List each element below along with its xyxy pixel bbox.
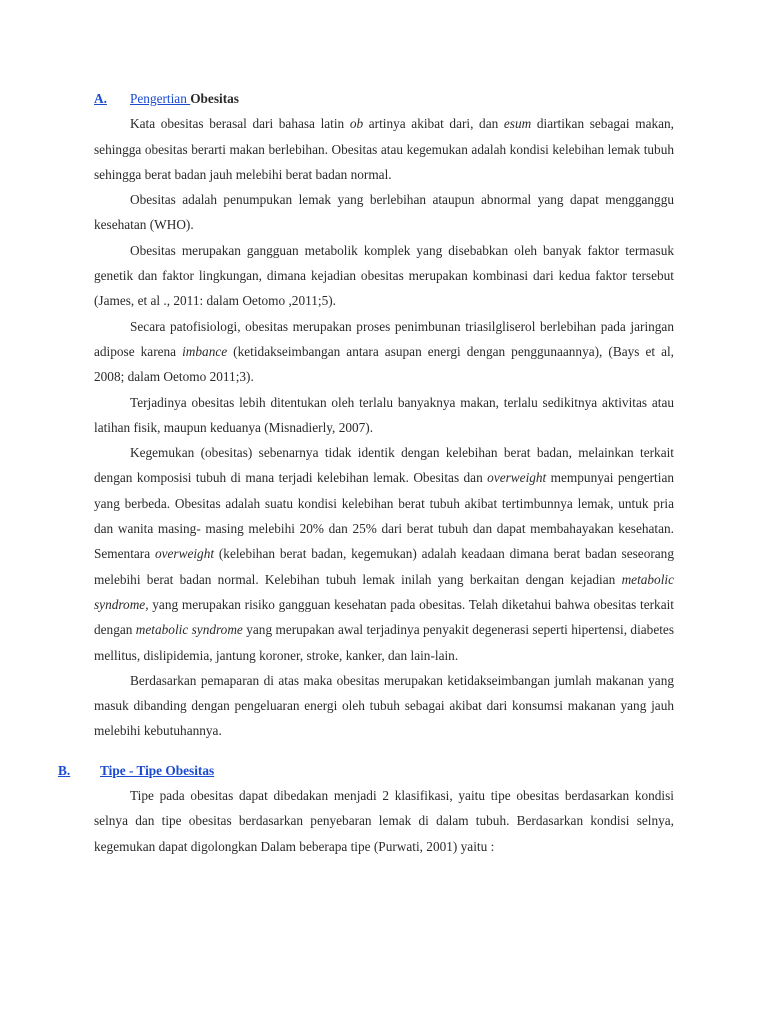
italic-term: imbance: [182, 343, 228, 359]
paragraph: Obesitas adalah penumpukan lemak yang berlebihan ataupun abnormal yang dapat mengganggu kesehatan (WHO).: [94, 192, 674, 233]
section-a-body: [94, 111, 674, 743]
paragraph: Berdasarkan pemaparan di atas maka obesitas merupakan ketidakseimbangan jumlah makanan yang masuk dibanding dengan pengeluaran energi oleh tubuh sebagai akibat dari konsumsi makanan yang jauh melebihi kebutuhannya.: [94, 672, 674, 739]
section-number: B.: [58, 762, 71, 778]
paragraph: Terjadinya obesitas lebih ditentukan oleh terlalu banyaknya makan, terlalu sedikitnya aktivitas atau latihan fisik, maupun keduanya (Misnadierly, 2007).: [94, 394, 674, 435]
italic-term: metabolic syndrome: [135, 622, 243, 638]
section-title-part1: Tipe - Tipe Obesitas: [100, 762, 215, 778]
paragraph: Kegemukan (obesitas) sebenarnya tidak identik dengan kelebihan berat badan, melainkan terkait dengan komposisi tubuh di mana terjadi kelebihan lemak. Obesitas dan overweight mempunyai pengertian yang berbeda. Obesitas adalah suatu kondisi kelebihan berat tubuh akibat tertimbunnya lemak, untuk pria dan wanita masing- masing melebihi 20% dan 25% dari berat tubuh dan dapat membahayakan kesehatan. Sementara overweight (kelebihan berat badan, kegemukan) adalah keadaan dimana berat badan seseorang melebihi berat badan normal. Kelebihan tubuh lemak inilah yang berkaitan dengan kejadian metabolic syndrome, yang merupakan risiko gangguan kesehatan pada obesitas. Telah diketahui bahwa obesitas terkait dengan metabolic syndrome yang merupakan awal terjadinya penyakit degenerasi seperti hipertensi, diabetes mellitus, dislipidemia, jantung koroner, stroke, kanker, dan lain-lain.: [94, 445, 674, 663]
section-heading-a: [94, 86, 674, 111]
italic-term: overweight: [487, 470, 547, 486]
italic-term: esum: [503, 116, 532, 132]
paragraph: Tipe pada obesitas dapat dibedakan menjadi 2 klasifikasi, yaitu tipe obesitas berdasarkan kondisi selnya dan tipe obesitas berdasarkan penyebaran lemak di dalam tubuh. Berdasarkan kondisi selnya, kegemukan dapat digolongkan Dalam beberapa tipe (Purwati, 2001) yaitu :: [94, 788, 674, 854]
section-b-body: [94, 783, 674, 859]
section-number: A.: [94, 91, 107, 106]
document-body: [58, 86, 674, 859]
paragraph: Secara patofisiologi, obesitas merupakan proses penimbunan triasilgliserol berlebihan pada jaringan adipose karena imbance (ketidakseimbangan antara asupan energi dengan penggunaannya), (Bays et al, 2008; dalam Oetomo 2011;3).: [94, 318, 674, 385]
section-heading-b: [58, 758, 674, 783]
paragraph: Obesitas merupakan gangguan metabolik komplek yang disebabkan oleh banyak faktor termasuk genetik dan faktor lingkungan, dimana kejadian obesitas merupakan kombinasi dari kedua faktor tersebut (James, et al ., 2011: dalam Oetomo ,2011;5).: [94, 242, 674, 309]
italic-term: metabolic syndrome,: [94, 571, 674, 612]
section-title: [130, 86, 239, 111]
section-title: [100, 758, 214, 783]
italic-term: overweight: [154, 546, 215, 562]
paragraph: Kata obesitas berasal dari bahasa latin ob artinya akibat dari, dan esum diartikan sebagai makan, sehingga obesitas berarti makan berlebihan. Obesitas atau kegemukan adalah kondisi kelebihan lemak tubuh sehingga berat badan jauh melebihi berat badan normal.: [94, 116, 674, 182]
italic-term: ob: [349, 116, 364, 132]
section-title-part1: Pengertian: [130, 91, 191, 106]
section-title-part2: Obesitas: [190, 91, 239, 106]
